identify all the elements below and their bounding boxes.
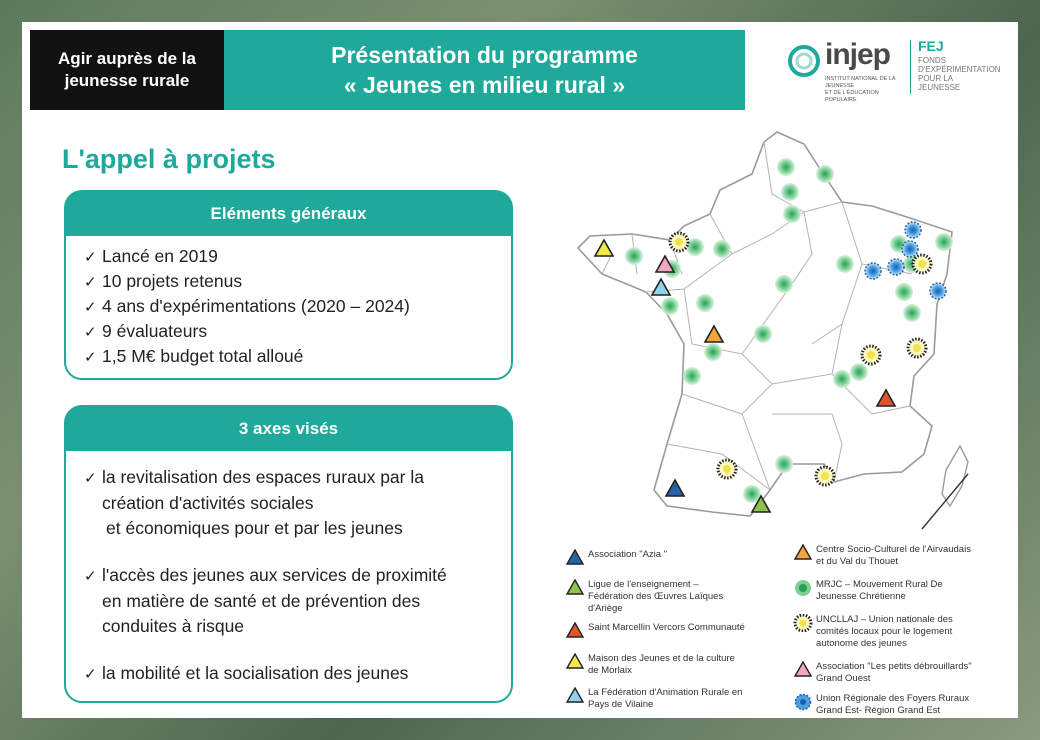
axe2-line1: l'accès des jeunes aux services de proximité	[102, 565, 447, 585]
legend-text: d'Ariège	[588, 603, 623, 614]
list-item	[84, 344, 511, 369]
check-icon: ✓	[84, 299, 97, 316]
logo-fej-sub3: POUR LA	[918, 74, 954, 83]
legend-text: UNCLLAJ – Union nationale des	[816, 614, 953, 625]
triangle-petits-debrouillards-icon	[790, 661, 816, 677]
axe1-line2: création d'activités sociales	[102, 493, 314, 513]
logo-fej-sub1: FONDS	[918, 56, 946, 65]
axe1-line3: et économiques pour et par les jeunes	[106, 518, 403, 538]
check-icon: ✓	[84, 324, 97, 341]
logo-injep-text: injep	[825, 38, 891, 71]
axes-title: 3 axes visés	[66, 407, 511, 451]
list-item	[84, 244, 511, 269]
list-item-text: 1,5 M€ budget total alloué	[102, 346, 304, 366]
general-elements-list	[84, 244, 511, 369]
check-icon: ✓	[84, 349, 97, 366]
legend-item-uncllaj	[790, 614, 953, 650]
legend-item-ligue	[562, 579, 723, 615]
legend-text: Ligue de l'enseignement –	[588, 579, 699, 590]
legend-text: Grand Est- Région Grand Est	[816, 705, 941, 716]
legend-text: Union Régionale des Foyers Ruraux	[816, 693, 970, 704]
check-icon: ✓	[84, 568, 97, 585]
legend-text: Grand Ouest	[816, 673, 871, 684]
check-icon: ✓	[84, 274, 97, 291]
axe1-line1: la revitalisation des espaces ruraux par la	[102, 467, 424, 487]
france-outline	[578, 132, 952, 516]
injep-swirl-icon	[787, 44, 821, 78]
legend-text: Association "Les petits débrouillards"	[816, 661, 972, 672]
logo-injep-sub2: ET DE L'ÉDUCATION POPULAIRE	[825, 90, 879, 103]
header-title-line1: Présentation du programme	[331, 42, 638, 68]
injep-fej-logo	[787, 34, 1001, 103]
legend-item-petits-debrouillards	[790, 661, 972, 685]
legend-text: Centre Socio-Culturel de l'Airvaudais	[816, 544, 971, 555]
section-label	[30, 30, 224, 110]
legend-text: Pays de Vilaine	[588, 699, 654, 710]
list-item	[84, 294, 511, 319]
triangle-morlaix-icon	[562, 653, 588, 669]
legend-item-mrjc	[790, 579, 943, 603]
logo-fej-subtitle	[918, 56, 1001, 92]
check-icon: ✓	[84, 470, 97, 487]
section-label-line2: jeunesse rurale	[64, 71, 190, 90]
triangle-vilaine-icon	[562, 687, 588, 703]
triangle-airvaudais-icon	[790, 544, 816, 560]
logo-injep-sub1: INSTITUT NATIONAL DE LA JEUNESSE	[825, 76, 896, 89]
check-icon: ✓	[84, 666, 97, 683]
urfr-dot-icon	[790, 693, 816, 711]
list-item	[84, 269, 511, 294]
list-item-text: Lancé en 2019	[102, 246, 218, 266]
triangle-saint-marcellin-icon	[562, 622, 588, 638]
france-map	[542, 114, 972, 534]
list-item	[84, 319, 511, 344]
legend-item-morlaix	[562, 653, 735, 677]
legend-text: de Morlaix	[588, 665, 632, 676]
general-elements-title: Eléments généraux	[66, 192, 511, 236]
section-label-line1: Agir auprès de la	[58, 49, 196, 68]
header-title-line2: « Jeunes en milieu rural »	[343, 72, 626, 98]
legend-item-urfr	[790, 693, 969, 717]
list-item-text: 9 évaluateurs	[102, 321, 208, 341]
triangle-azia-icon	[562, 549, 588, 565]
legend-text: comités locaux pour le logement	[816, 626, 953, 637]
triangle-ligue-icon	[562, 579, 588, 595]
legend-item-vilaine	[562, 687, 742, 711]
mrjc-dot-icon	[790, 579, 816, 597]
legend-text: Jeunesse Chrétienne	[816, 591, 906, 602]
legend-text: Saint Marcellin Vercors Communauté	[588, 622, 745, 633]
legend-text: et du Val du Thouet	[816, 556, 899, 567]
legend-text: Maison des Jeunes et de la culture	[588, 653, 735, 664]
logo-fej-text: FEJ	[918, 38, 944, 54]
logo-fej-sub4: JEUNESSE	[918, 83, 961, 92]
logo-separator	[910, 40, 911, 94]
check-icon: ✓	[84, 249, 97, 266]
axe2-line3: conduites à risque	[102, 616, 245, 636]
page-title: L'appel à projets	[62, 144, 276, 174]
list-item-text: 4 ans d'expérimentations (2020 – 2024)	[102, 296, 410, 316]
legend-text: Fédération des Œuvres Laïques	[588, 591, 724, 602]
legend-item-airvaudais	[790, 544, 971, 568]
slide-header-title	[224, 30, 745, 110]
general-elements-box	[64, 190, 513, 380]
legend-text: autonome des jeunes	[816, 638, 907, 649]
unclljaj-star-icon	[790, 614, 816, 632]
axe2-line2: en matière de santé et de prévention des	[102, 591, 421, 611]
legend-text: MRJC – Mouvement Rural De	[816, 579, 943, 590]
axe-item-2	[84, 563, 504, 639]
axe-item-3	[84, 661, 504, 687]
corsica-outline	[942, 446, 968, 506]
logo-fej-sub2: D'EXPÉRIMENTATION	[918, 65, 1001, 74]
list-item-text: 10 projets retenus	[102, 271, 243, 291]
legend-text: Association "Azia "	[588, 549, 668, 560]
legend-text: La Fédération d'Animation Rurale en	[588, 687, 743, 698]
logo-injep-subtitle	[825, 76, 905, 104]
legend-item-azia	[562, 549, 667, 565]
axe-item-1	[84, 465, 504, 541]
axes-box	[64, 405, 513, 703]
slide	[22, 22, 1018, 718]
legend-item-saint-marcellin	[562, 622, 745, 638]
axe3-line1: la mobilité et la socialisation des jeunes	[102, 663, 409, 683]
map-legend	[562, 537, 1002, 717]
